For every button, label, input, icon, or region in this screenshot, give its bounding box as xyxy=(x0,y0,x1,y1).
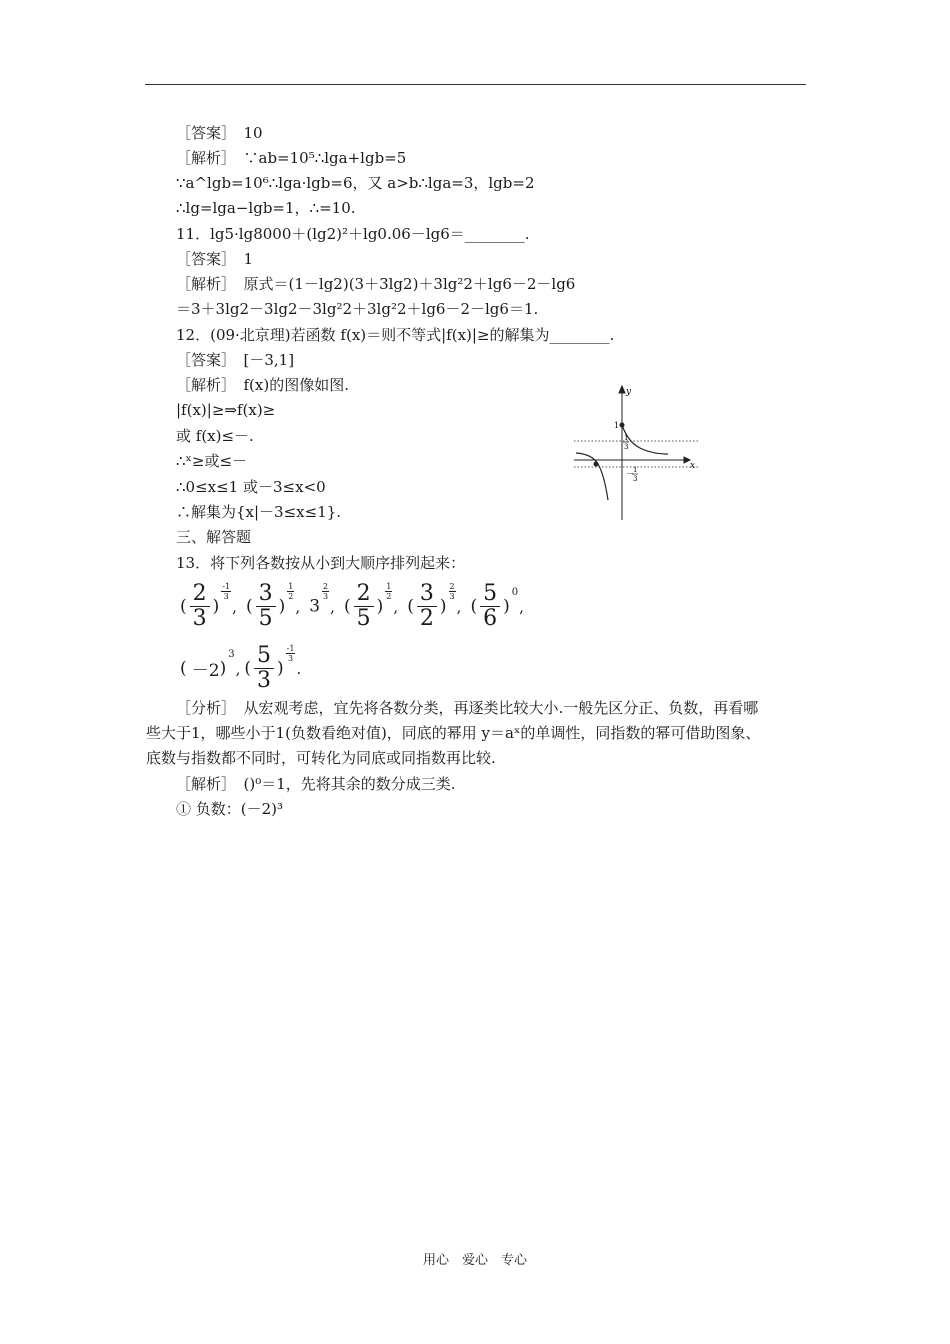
fraction-2-5: $\frac{2}{5}$ xyxy=(354,582,374,631)
math-row-1: ( $\frac{2}{3}$ ) $\frac{-1}{3}$ , ( $\frac{3}{5}$ ) $\frac{1}{2}$ , 3 $\frac{2}{3}$ , ( $\frac{2}{5}$ ) $\frac{1}{2}$ , ( $\frac{3}{2}$ ) $\frac{2}{3}$ , ( $\frac{5}{6}$ )0, xyxy=(180,581,524,631)
question-12: 12．(09·北京理)若函数 f(x)＝则不等式|f(x)|≥的解集为________. xyxy=(176,326,615,344)
page-footer: 用心 爱心 专心 xyxy=(422,1253,527,1268)
analysis-12-line-6: ∴解集为{x|－3≤x≤1}. xyxy=(176,503,342,521)
point-0-1 xyxy=(620,423,625,428)
point-neg3 xyxy=(594,462,599,467)
solution-13-line-2: ① 负数：(－2)³ xyxy=(176,800,284,818)
label-one-third-den: 3 xyxy=(624,443,629,451)
analysis-12-line-4: ∴ˣ≥或≤－ xyxy=(176,452,248,470)
analysis-12-line-2: |f(x)|≥⇒f(x)≥ xyxy=(176,401,276,419)
fraction-5-6: $\frac{5}{6}$ xyxy=(480,582,500,631)
analysis-13-line-2: 些大于1，哪些小于1(负数看绝对值)，同底的幂用 y＝aˣ的单调性，同指数的幂可借助图象、 xyxy=(146,724,761,742)
label-one: 1 xyxy=(614,421,620,430)
analysis-12-line-5: ∴0≤x≤1 或－3≤x<0 xyxy=(176,478,326,496)
analysis-11-line-1: ［解析］ 原式＝(1－lg2)(3＋3lg2)＋3lg²2＋lg6－2－lg6 xyxy=(176,275,576,293)
function-graph xyxy=(570,382,702,522)
fraction-3-2: $\frac{3}{2}$ xyxy=(417,582,437,631)
section-heading: 三、解答题 xyxy=(176,528,252,546)
analysis-line-1: ［解析］ ∵ab=10⁵∴lga+lgb=5 xyxy=(176,149,407,167)
answer-12: ［答案］ [－3,1] xyxy=(176,351,295,369)
analysis-line-2: ∵a^lgb=10⁶∴lga·lgb=6，又 a>b∴lga=3，lgb=2 xyxy=(176,174,535,192)
solution-13-line-1: ［解析］ ()⁰＝1，先将其余的数分成三类. xyxy=(176,775,456,793)
fraction-2-3: $\frac{2}{3}$ xyxy=(190,582,210,631)
analysis-13-line-3: 底数与指数都不同时，可转化为同底或同指数再比较. xyxy=(146,749,496,767)
analysis-13-line-1: ［分析］ 从宏观考虑，宜先将各数分类，再逐类比较大小.一般先区分正、负数，再看哪 xyxy=(176,699,759,717)
fraction-5-3: $\frac{5}{3}$ xyxy=(254,644,274,693)
analysis-12-line-1: ［解析］ f(x)的图像如图. xyxy=(176,376,349,394)
analysis-line-3: ∴lg=lga−lgb=1，∴=10. xyxy=(176,199,356,217)
answer-10: ［答案］ 10 xyxy=(176,124,263,142)
label-neg-one-third-den: 3 xyxy=(633,475,638,483)
fraction-3-5: $\frac{3}{5}$ xyxy=(256,582,276,631)
answer-11: ［答案］ 1 xyxy=(176,250,254,268)
label-neg-one-third-num: 1 xyxy=(633,466,638,474)
header-rule xyxy=(145,84,806,85)
y-label: y xyxy=(626,387,632,397)
question-11: 11．lg5·lg8000＋(lg2)²＋lg0.06－lg6＝________. xyxy=(176,225,530,243)
math-row-2: ( －2)3, ( $\frac{5}{3}$ ) $\frac{-1}{3}$ . xyxy=(180,643,302,693)
analysis-11-line-2: ＝3＋3lg2－3lg2－3lg²2＋3lg²2＋lg6－2－lg6＝1. xyxy=(176,300,539,318)
right-branch-curve xyxy=(622,425,668,454)
analysis-12-line-3: 或 f(x)≤－. xyxy=(176,427,254,445)
label-one-third-num: 1 xyxy=(624,434,629,442)
question-13: 13．将下列各数按从小到大顺序排列起来： xyxy=(176,554,466,572)
x-label: x xyxy=(690,461,696,471)
label-minus-sign: － xyxy=(626,469,634,478)
